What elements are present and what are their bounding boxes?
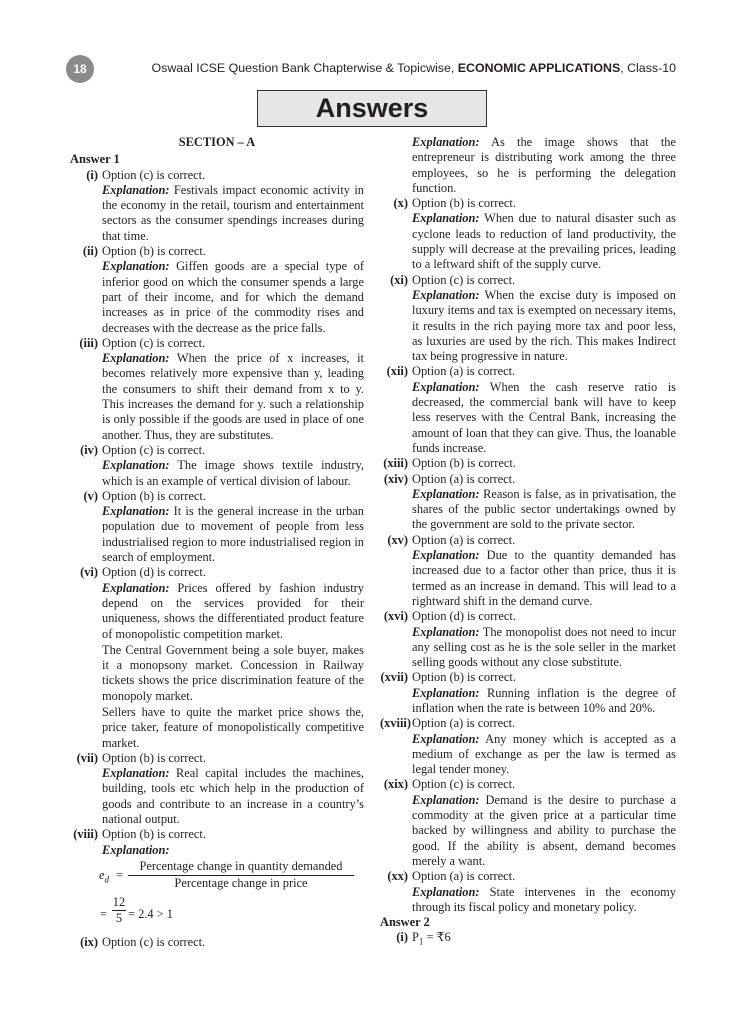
right-column: [380, 135, 676, 950]
answer-item-xiii: [380, 456, 676, 471]
answer-2-item-i: [380, 930, 676, 950]
explanation-text: Running inflation is the degree of inflation when the rate is between 10% and 20%.: [412, 685, 676, 715]
item-number: (xx): [387, 869, 408, 884]
answer-item-iii: [70, 336, 364, 351]
explanation-iv: [70, 458, 364, 489]
answer-item-vii: [70, 751, 364, 766]
item-number: (i): [86, 167, 98, 182]
explanation-i: [70, 183, 364, 244]
answer-item-xv: [380, 533, 676, 548]
answer-item-xii: [380, 364, 676, 379]
item-number: (x): [393, 196, 408, 211]
explanation-label: Explanation:: [102, 580, 170, 595]
explanation-xv: [380, 548, 676, 609]
answer-item-iv: [70, 443, 364, 458]
calc-equals: =: [100, 906, 107, 921]
explanation-text: Reason is false, as in privatisation, the shares of the public sector undertakings owned by the government are sold to the private sector.: [412, 486, 676, 532]
option-text: Option (b) is correct.: [412, 456, 516, 471]
option-text: Option (a) is correct.: [412, 364, 516, 379]
option-text: Option (b) is correct.: [102, 827, 206, 842]
explanation-label: Explanation:: [102, 458, 170, 473]
item-number: (ix): [80, 934, 98, 949]
explanation-label: Explanation:: [102, 182, 170, 197]
explanation-label: Explanation:: [102, 351, 170, 366]
item-number: (ii): [82, 244, 98, 259]
explanation-x: [380, 211, 676, 272]
explanation-label: Explanation:: [412, 884, 480, 899]
explanation-label: Explanation:: [412, 685, 480, 700]
item-number: (xvi): [383, 609, 408, 624]
option-text: Option (d) is correct.: [412, 609, 516, 624]
explanation-label: Explanation:: [412, 792, 480, 807]
option-text: Option (c) is correct.: [412, 777, 516, 792]
explanation-iii: [70, 351, 364, 443]
explanation-label: Explanation:: [102, 504, 170, 519]
explanation-label: Explanation:: [412, 379, 480, 394]
explanation-xviii: [380, 732, 676, 778]
calc-numerator: 12: [112, 895, 126, 911]
explanation-vi-paragraph-3: Sellers have to quite the market price shows the, price taker, feature of monopolistically competitive market.: [102, 704, 364, 750]
calc-denominator: 5: [115, 911, 123, 926]
explanation-label: Explanation:: [412, 486, 480, 501]
option-text: Option (a) is correct.: [412, 869, 516, 884]
explanation-xvii: [380, 686, 676, 717]
answers-title-box: [257, 90, 487, 127]
explanation-vii: [70, 766, 364, 827]
explanation-label: Explanation:: [102, 766, 170, 781]
elasticity-formula: [70, 858, 364, 891]
explanation-xix: [380, 793, 676, 869]
left-column: [70, 135, 364, 950]
formula-denominator: Percentage change in price: [174, 876, 308, 891]
formula-lhs: $e_d$: [99, 867, 109, 885]
option-text: Option (b) is correct.: [412, 196, 516, 211]
explanation-text: The image shows textile industry, which is an example of vertical division of labour.: [102, 458, 364, 488]
answer-item-viii: [70, 827, 364, 842]
explanation-text: Due to the quantity demanded has increased due to a factor other than price, thus it is termed as an increase in demand. This will lead to a rightward shift in the demand curve.: [412, 548, 676, 608]
explanation-text: State intervenes in the economy through its fiscal policy and monetary policy.: [412, 884, 676, 914]
answer-item-xx: [380, 869, 676, 884]
elasticity-calculation: [70, 895, 364, 935]
running-head-prefix: Oswaal ICSE Question Bank Chapterwise & Topicwise,: [151, 61, 458, 75]
answer-item-xix: [380, 777, 676, 792]
item-number: (v): [83, 488, 98, 503]
option-text: Option (b) is correct.: [412, 670, 516, 685]
answer-item-xvi: [380, 609, 676, 624]
explanation-text: It is the general increase in the urban population due to movement of people from less industrialised region to more industrialised region in search of employment.: [102, 504, 364, 565]
option-text: Option (b) is correct.: [102, 750, 206, 765]
explanation-v: [70, 504, 364, 565]
explanation-viii: [70, 843, 364, 858]
item-number: (xiii): [383, 456, 408, 471]
item-number: (xviii): [380, 716, 411, 731]
section-heading: SECTION – A: [178, 135, 256, 149]
item-number: (xii): [386, 364, 408, 379]
explanation-label: Explanation:: [412, 548, 480, 563]
formula-numerator: Percentage change in quantity demanded: [128, 859, 354, 876]
running-head: [152, 61, 676, 75]
option-text: Option (c) is correct.: [102, 934, 206, 949]
explanation-ii: [70, 259, 364, 335]
page-title: Answers: [315, 93, 429, 123]
answer-item-ix: [70, 935, 364, 950]
answer-item-ii: [70, 244, 364, 259]
explanation-xii: [380, 380, 676, 456]
running-head-suffix: , Class-10: [620, 61, 676, 75]
explanation-vi-paragraph-2: The Central Government being a sole buyer, makes it a monopsony market. Concession in Railway tickets shows the price discrimination feature of the monopoly market.: [102, 642, 364, 703]
price-p1: $P_1$ = ₹6: [412, 930, 451, 947]
explanation-label: Explanation:: [102, 259, 170, 274]
explanation-text: Demand is the desire to purchase a commodity at the given price at a particular time backed by willingness and ability to purchase the good. If the ability is absent, demand becomes merely a want.: [412, 792, 676, 868]
answer-item-i: [70, 168, 364, 183]
item-number: (iv): [80, 442, 98, 457]
answer-2-heading: Answer 2: [380, 915, 430, 930]
explanation-label: Explanation:: [412, 731, 480, 746]
option-text: Option (d) is correct.: [102, 565, 206, 580]
option-text: Option (a) is correct.: [412, 532, 516, 547]
answer-1-heading: Answer 1: [70, 152, 120, 167]
option-text: Option (a) is correct.: [412, 471, 516, 486]
option-text: Option (c) is correct.: [412, 272, 516, 287]
explanation-text: The monopolist does not need to incur any selling cost as he is the sole seller in the market selling goods without any close substitute.: [412, 624, 676, 670]
formula-equals: =: [116, 867, 123, 882]
item-number: (i): [396, 930, 408, 945]
explanation-label: Explanation:: [102, 842, 170, 857]
explanation-text: Any money which is accepted as a medium of exchange as per the law is termed as legal tender money.: [412, 731, 676, 777]
option-text: Option (c) is correct.: [102, 442, 206, 457]
answer-item-xi: [380, 273, 676, 288]
explanation-xiv: [380, 487, 676, 533]
item-number: (iii): [79, 335, 98, 350]
formula-fraction: [128, 859, 354, 892]
explanation-text: When due to natural disaster such as cyclone leads to reduction of land productivity, the supply will decrease at the prevailing prices, leading to a leftward shift of the supply curve.: [412, 211, 676, 272]
explanation-label: Explanation:: [412, 135, 480, 149]
explanation-xi: [380, 288, 676, 364]
calc-fraction: [112, 895, 126, 927]
explanation-text: When the cash reserve ratio is decreased, the commercial bank will have to keep less reserves with the Central Bank, increasing the amount of loan that they can give. Thus, the loanable funds increase.: [412, 379, 676, 455]
explanation-text: Festivals impact economic activity in the economy in the retail, tourism and entertainment sectors as the consumer spendings increases during that time.: [102, 182, 364, 243]
explanation-vi: [70, 581, 364, 642]
answer-item-vi: [70, 565, 364, 580]
calc-result: = 2.4 > 1: [128, 906, 173, 921]
explanation-text: Real capital includes the machines, building, tools etc which help in the production of goods and contribute to an increase in a country’s national output.: [102, 766, 364, 827]
answer-item-xviii: [380, 716, 676, 731]
option-text: Option (c) is correct.: [102, 167, 206, 182]
item-number: (xv): [387, 532, 408, 547]
item-number: (xi): [390, 272, 408, 287]
item-number: (vi): [80, 565, 98, 580]
explanation-text: When the price of x increases, it becomes relatively more expensive than y, leading the consumers to shift their demand from x to y. This increases the demand for y. such a relationship is only possible if the goods are used in place of one another. Thus, they are substitutes.: [102, 351, 364, 442]
page-number-badge: 18: [66, 55, 94, 83]
answer-item-xvii: [380, 670, 676, 685]
answer-item-xiv: [380, 472, 676, 487]
item-number: (viii): [73, 827, 98, 842]
explanation-text: When the excise duty is imposed on luxury items and tax is exempted on necessary items, it results in the rich paying more tax and poor less, as luxuries are used by the rich. This makes Indirect tax being progressive in nature.: [412, 287, 676, 364]
option-text: Option (b) is correct.: [102, 244, 206, 259]
explanation-label: Explanation:: [412, 624, 480, 639]
explanation-label: Explanation:: [412, 211, 480, 226]
explanation-label: Explanation:: [412, 287, 480, 302]
option-text: Option (a) is correct.: [412, 716, 516, 731]
running-head-subject: ECONOMIC APPLICATIONS: [457, 61, 621, 75]
item-number: (xix): [383, 777, 408, 792]
item-number: (xvii): [380, 670, 408, 685]
explanation-xx: [380, 885, 676, 916]
item-number: (xiv): [383, 471, 408, 486]
answer-item-v: [70, 489, 364, 504]
explanation-text: As the image shows that the entrepreneur is distributing work among the three employees, so he is performing the delegation function.: [412, 135, 676, 195]
item-number: (vii): [76, 750, 98, 765]
explanation-text: Giffen goods are a special type of inferior good on which the consumer spends a large part of their income, and for which the demand increases as in price of the commodity rises and decreases with the decrease as the price falls.: [102, 259, 364, 335]
option-text: Option (b) is correct.: [102, 488, 206, 503]
explanation-xvi: [380, 625, 676, 671]
explanation-text: Prices offered by fashion industry depend on the services provided for their uniqueness, shows the differentiated product feature of monopolistic competition market.: [102, 580, 364, 641]
explanation-ix: [380, 135, 676, 196]
answer-item-x: [380, 196, 676, 211]
option-text: Option (c) is correct.: [102, 335, 206, 350]
